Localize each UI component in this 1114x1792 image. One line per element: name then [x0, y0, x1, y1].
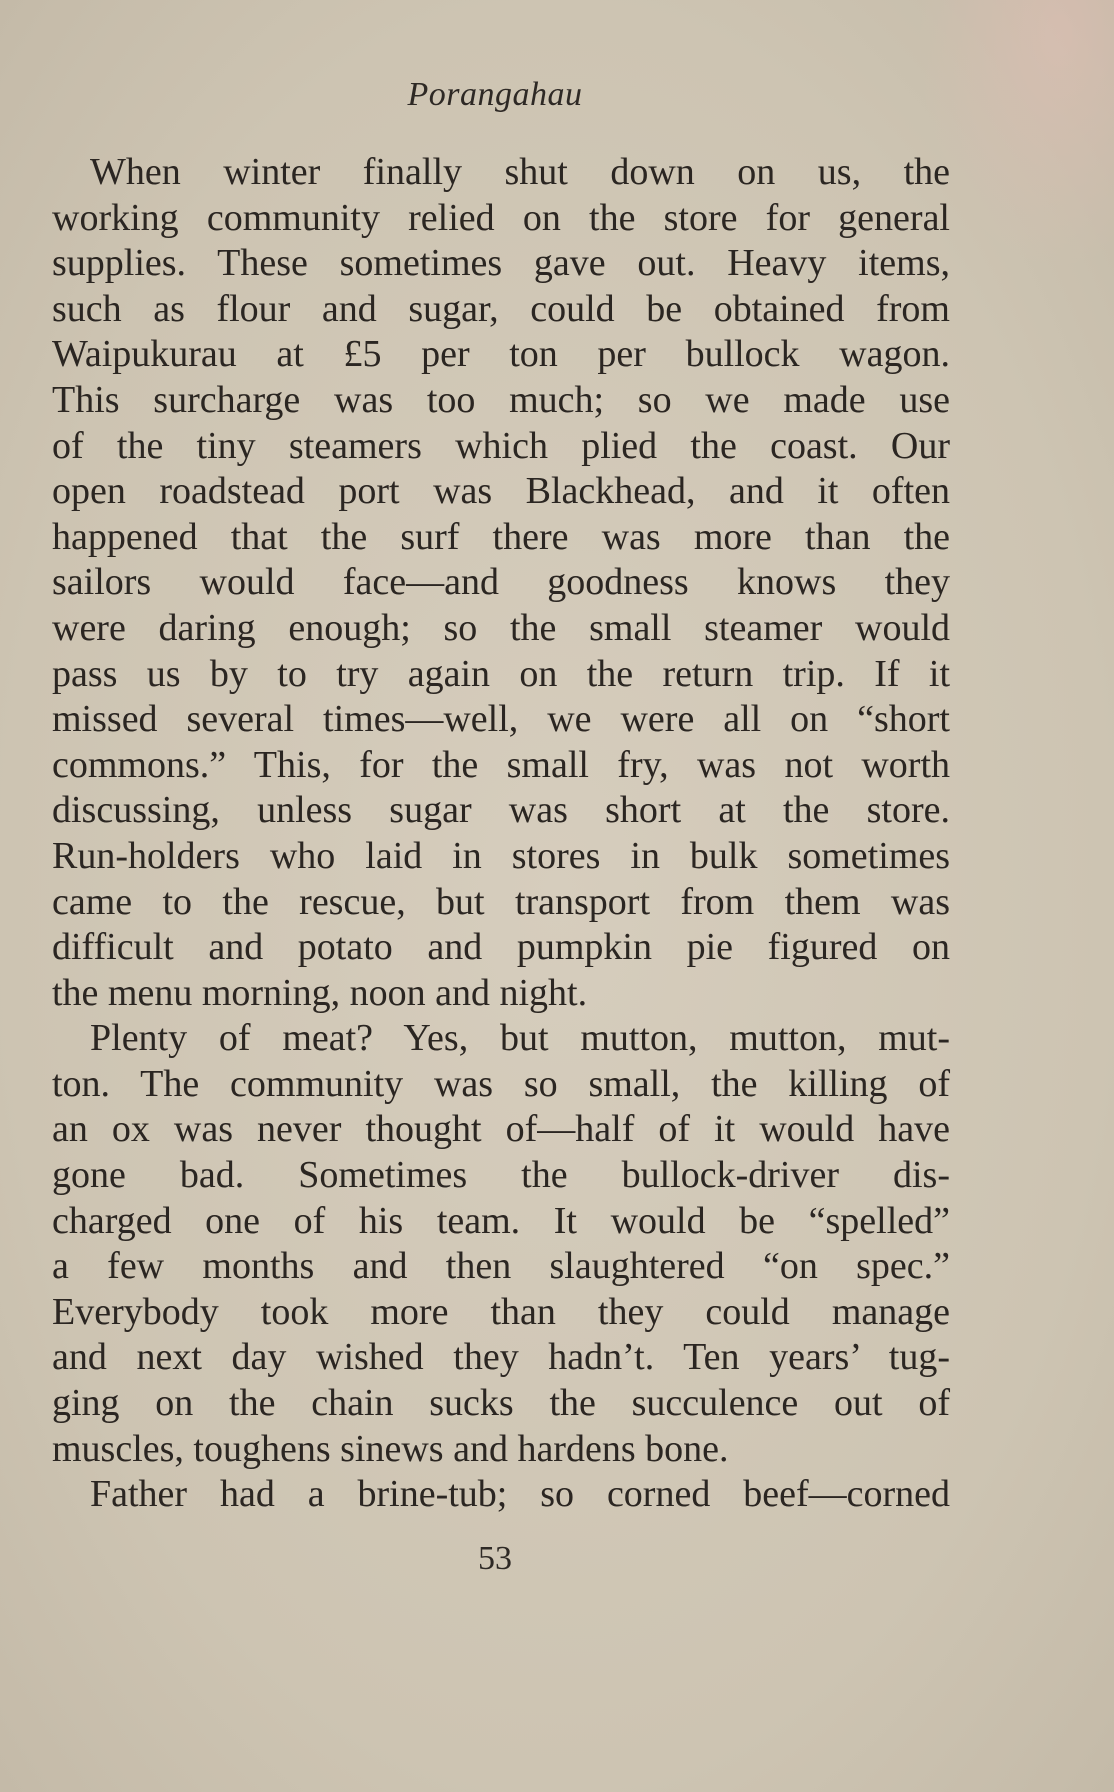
text-line: working community relied on the store for general [52, 196, 950, 239]
text-line: and next day wished they hadn’t. Ten years’ tug- [52, 1336, 950, 1379]
text-line: of the tiny steamers which plied the coast. Our [52, 424, 950, 467]
text-line: came to the rescue, but transport from them was [52, 880, 950, 923]
running-head: Porangahau [407, 76, 583, 113]
text-line: Plenty of meat? Yes, but mutton, mutton, mut- [90, 1017, 950, 1060]
text-line: were daring enough; so the small steamer would [52, 606, 950, 649]
text-line: an ox was never thought of—half of it would have [52, 1108, 950, 1151]
text-line: happened that the surf there was more than the [52, 515, 950, 558]
text-line: discussing, unless sugar was short at the store. [52, 789, 950, 832]
body-text [52, 150, 950, 1518]
text-line: charged one of his team. It would be “spelled” [52, 1199, 950, 1242]
text-line: Run-holders who laid in stores in bulk sometimes [52, 834, 950, 877]
text-line: commons.” This, for the small fry, was not worth [52, 743, 950, 786]
text-line: Everybody took more than they could manage [52, 1290, 950, 1333]
text-line: When winter finally shut down on us, the [90, 151, 950, 193]
text-line: muscles, toughens sinews and hardens bone. [52, 1427, 729, 1470]
text-line: This surcharge was too much; so we made use [52, 378, 950, 421]
text-line: such as flour and sugar, could be obtained from [52, 287, 950, 330]
text-line: supplies. These sometimes gave out. Heavy items, [52, 242, 950, 285]
text-line: Father had a brine-tub; so corned beef—corned [90, 1473, 950, 1516]
text-line: the menu morning, noon and night. [52, 971, 588, 1014]
text-line: pass us by to try again on the return trip. If it [52, 652, 950, 695]
text-line: ging on the chain sucks the succulence out of [52, 1382, 950, 1425]
text-line: ton. The community was so small, the killing of [52, 1062, 950, 1105]
text-line: difficult and potato and pumpkin pie figured on [52, 926, 950, 969]
text-line: Waipukurau at £5 per ton per bullock wagon. [52, 333, 950, 376]
page-number: 53 [478, 1540, 512, 1577]
text-line: a few months and then slaughtered “on spec.” [52, 1245, 950, 1288]
text-line: sailors would face—and goodness knows they [52, 561, 950, 604]
text-line: missed several times—well, we were all on “short [52, 698, 950, 741]
text-line: gone bad. Sometimes the bullock-driver dis- [52, 1154, 950, 1197]
text-line: open roadstead port was Blackhead, and it often [52, 470, 950, 513]
